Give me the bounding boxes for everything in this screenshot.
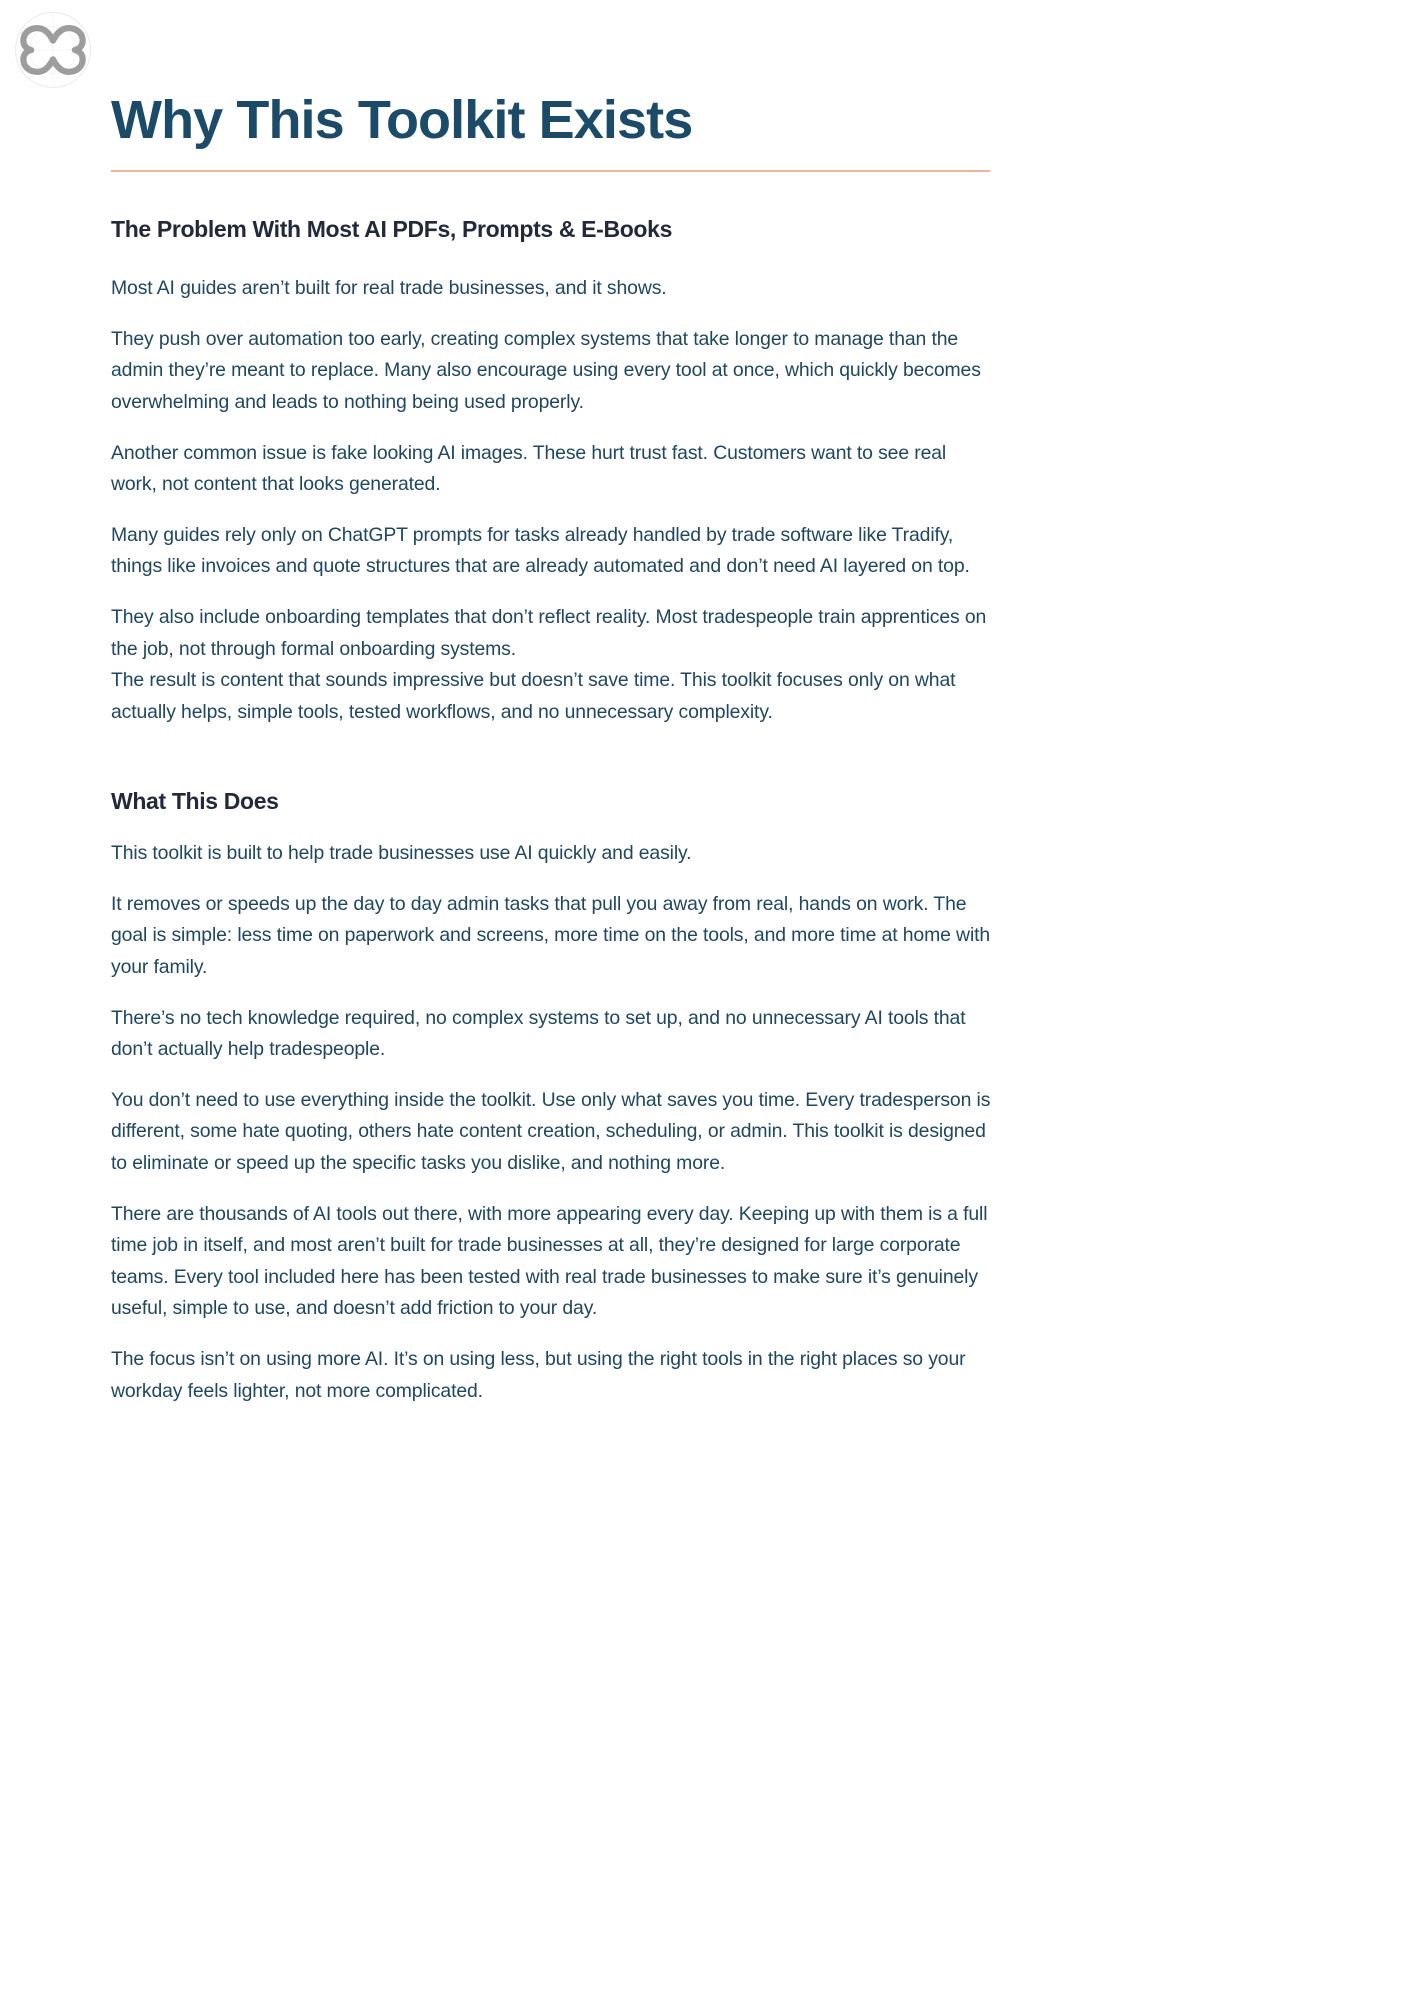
section-heading-what-this-does: What This Does (111, 788, 279, 815)
section-problem-body (111, 243, 992, 728)
paragraph: There’s no tech knowledge required, no complex systems to set up, and no unnecessary AI tools that don’t actually help tradespeople. (111, 1006, 966, 1061)
paragraph: Most AI guides aren’t built for real trade businesses, and it shows. (111, 277, 667, 300)
paragraph: This toolkit is built to help trade businesses use AI quickly and easily. (111, 842, 692, 865)
paragraph: Another common issue is fake looking AI images. These hurt trust fast. Customers want to see real work, not content that looks generated. (111, 441, 947, 496)
paragraph: You don’t need to use everything inside the toolkit. Use only what saves you time. Every tradesperson is different, some hate quoting, others hate content creation, scheduling, or admin. This toolkit is designed to eliminate or speed up the specific tasks you dislike, and nothing more. (111, 1088, 991, 1175)
paragraph: There are thousands of AI tools out there, with more appearing every day. Keeping up with them is a full time job in itself, and most aren’t built for trade businesses at all, they’re designed for large corporate teams. Every tool included here has been tested with real trade businesses to make sure it’s genuinely useful, simple to use, and doesn’t add friction to your day. (111, 1202, 988, 1320)
paragraph: Many guides rely only on ChatGPT prompts for tasks already handled by trade software like Tradify, things like invoices and quote structures that are already automated and don’t need AI layered on top. (111, 523, 970, 578)
paragraph: They also include onboarding templates that don’t reflect reality. Most tradespeople train apprentices on the job, not through formal onboarding systems. (111, 605, 987, 660)
section-heading-problem: The Problem With Most AI PDFs, Prompts & E-Books (111, 216, 673, 243)
title-divider (111, 170, 990, 172)
paragraph: The focus isn’t on using more AI. It’s on using less, but using the right tools in the right places so your workday feels lighter, not more complicated. (111, 1348, 966, 1402)
page-title: Why This Toolkit Exists (111, 90, 693, 150)
paragraph: They push over automation too early, creating complex systems that take longer to manage than the admin they’re meant to replace. Many also encourage using every tool at once, which quickly becomes overwhelming and leads to nothing being used properly. (111, 327, 981, 413)
paragraph: The result is content that sounds impressive but doesn’t save time. This toolkit focuses only on what actually helps, simple tools, tested workflows, and no unnecessary complexity. (111, 669, 956, 723)
section-what-this-does-body (111, 815, 992, 1407)
paragraph: It removes or speeds up the day to day admin tasks that pull you away from real, hands on work. The goal is simple: less time on paperwork and screens, more time on the tools, and more time at home with your family. (111, 892, 991, 979)
document-page (111, 0, 992, 1407)
brand-logo (14, 11, 92, 89)
x-butterfly-logo-icon (14, 11, 92, 89)
